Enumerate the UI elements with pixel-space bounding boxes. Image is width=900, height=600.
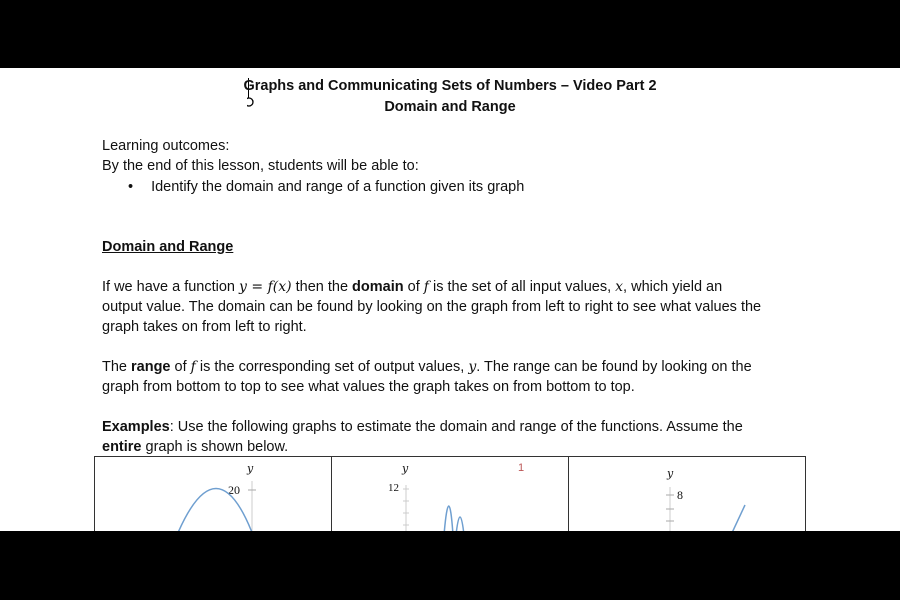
text: , which yield an	[623, 279, 723, 295]
text: If we have a function	[102, 279, 240, 295]
bullet-item	[128, 178, 524, 196]
paragraph-examples-line2	[102, 438, 288, 456]
graph-1	[95, 457, 332, 531]
text: of	[170, 359, 191, 375]
section-heading	[102, 238, 233, 256]
graph-2-plot	[332, 457, 568, 531]
math: x	[615, 279, 624, 295]
document-title: Graphs and Communicating Sets of Numbers – Video Part 2	[243, 78, 657, 94]
y-axis-label: y	[247, 462, 254, 475]
curve	[444, 506, 464, 531]
math: f	[423, 279, 429, 295]
curve	[731, 505, 745, 531]
paragraph-range-line2: graph from bottom to top to see what values the graph takes on from bottom to top.	[102, 379, 635, 395]
graph-3-plot	[569, 457, 805, 531]
text: The	[102, 359, 132, 375]
bullet-text: Identify the domain and range of a function given its graph	[151, 179, 525, 195]
bold-term: Examples	[102, 419, 170, 435]
section-heading-text: Domain and Range	[102, 239, 234, 255]
bullet-icon: •	[128, 179, 134, 195]
text: then the	[291, 279, 353, 295]
bold-term: range	[131, 359, 171, 375]
document-subtitle: Domain and Range	[384, 99, 516, 115]
paragraph-domain-line1	[102, 278, 722, 296]
graph-2	[332, 457, 569, 531]
text: is the set of all input values,	[428, 279, 616, 295]
graph-3	[569, 457, 805, 531]
curve	[177, 489, 253, 532]
y-axis-label: y	[667, 467, 674, 480]
math: y = f(x)	[239, 279, 292, 295]
bold-term: domain	[352, 279, 404, 295]
graph-1-plot	[95, 457, 331, 531]
text: graph is shown below.	[141, 439, 289, 455]
letterbox-bottom	[0, 531, 900, 600]
tick-label: 8	[677, 488, 683, 502]
paragraph-examples-line1	[102, 418, 743, 436]
document-page	[0, 68, 900, 531]
text: . The range can be found by looking on the	[476, 359, 752, 375]
outcomes-heading: Learning outcomes:	[102, 138, 230, 154]
math: y	[468, 359, 477, 375]
text: of	[403, 279, 424, 295]
paragraph-domain-line3: graph takes on from left to right.	[102, 319, 307, 335]
text: : Use the following graphs to estimate the domain and range of the functions. Assume the	[169, 419, 743, 435]
paragraph-range-line1	[102, 358, 752, 376]
stray-mark: 1	[518, 462, 525, 474]
math: f	[190, 359, 196, 375]
paragraph-domain-line2: output value. The domain can be found by looking on the graph from left to right to see what values the	[102, 299, 762, 315]
tick-label: 20	[228, 483, 240, 497]
tick-label: 12	[388, 482, 399, 494]
text: is the corresponding set of output values,	[195, 359, 469, 375]
graphs-table	[94, 456, 806, 531]
outcomes-intro: By the end of this lesson, students will be able to:	[102, 158, 419, 174]
letterbox-top	[0, 0, 900, 68]
y-axis-label: y	[402, 462, 409, 475]
bold-term: entire	[102, 439, 142, 455]
